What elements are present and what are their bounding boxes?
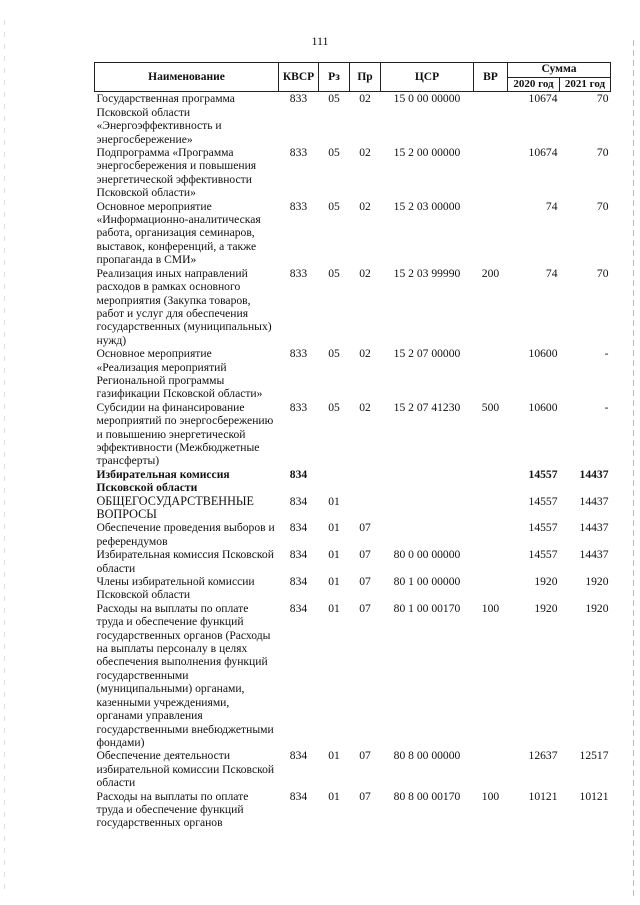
row-name: Избирательная комиссия Псковской области [96, 467, 230, 495]
row-rz: 01 [328, 789, 340, 803]
row-sum-2020: 10600 [528, 400, 558, 414]
row-rz: 05 [328, 347, 340, 361]
row-rz: 05 [328, 92, 340, 106]
row-pr: 02 [359, 92, 371, 106]
row-vr [474, 548, 508, 575]
row-sum-2020: 10121 [528, 789, 558, 803]
row-kvsr: 834 [289, 548, 308, 562]
row-sum-2021: 1920 [585, 601, 609, 615]
table-row [95, 200, 611, 267]
row-csr: 80 0 00 00000 [393, 548, 461, 562]
row-sum-2021: 14437 [579, 494, 609, 508]
row-sum-2020: 14557 [528, 494, 558, 508]
row-pr: 07 [359, 521, 371, 535]
row-kvsr: 833 [289, 266, 308, 280]
row-rz: 05 [328, 199, 340, 213]
row-kvsr: 833 [289, 400, 308, 414]
row-csr: 15 2 00 00000 [393, 146, 461, 160]
table-row [95, 468, 611, 495]
table-row [95, 92, 611, 146]
row-name: Субсидии на финансирование мероприятий по энергосбережению и повышению энергетической эффективности (Межбюджетные трансферты) [96, 400, 274, 468]
row-sum-2021: - [604, 400, 609, 414]
header-year-2020: 2020 год [508, 78, 560, 92]
row-name: Избирательная комиссия Псковской области [96, 548, 274, 575]
row-rz: 05 [328, 400, 340, 414]
row-name: Реализация иных направлений расходов в рамках основного мероприятия (Закупка товаров, работ и услуг для обеспечения государственных (муниципальных) нужд) [96, 266, 272, 347]
row-pr: 07 [359, 548, 371, 562]
row-rz: 01 [328, 601, 340, 615]
header-kvsr: КВСР [279, 63, 319, 92]
row-name: Члены избирательной комиссии Псковской области [96, 575, 255, 602]
table-row [95, 521, 611, 548]
row-sum-2021: 1920 [585, 575, 609, 589]
row-sum-2021: 70 [596, 266, 609, 280]
row-vr [474, 749, 508, 789]
header-name: Наименование [95, 63, 279, 92]
row-csr: 80 1 00 00000 [393, 575, 461, 589]
row-rz: 05 [328, 266, 340, 280]
row-name: Подпрограмма «Программа энергосбережения и повышения энергетической эффективности Псковской области» [96, 146, 257, 200]
row-csr: 80 8 00 00000 [393, 749, 461, 763]
row-sum-2021: - [604, 347, 609, 361]
row-sum-2020: 1920 [534, 575, 558, 589]
table-row [95, 267, 611, 347]
header-rz: Рз [319, 63, 350, 92]
row-name: ОБЩЕГОСУДАРСТВЕННЫЕ ВОПРОСЫ [96, 493, 254, 521]
row-sum-2020: 14557 [528, 548, 558, 562]
budget-table [94, 62, 611, 830]
row-rz: 05 [328, 146, 340, 160]
row-name: Государственная программа Псковской области «Энергоэффективность и энергосбережение» [96, 92, 235, 146]
row-name: Основное мероприятие «Информационно-аналитическая работа, организация семинаров, выставок, конференций, а также пропаганда в СМИ» [96, 199, 261, 267]
row-sum-2020: 10674 [528, 92, 558, 106]
table-row [95, 790, 611, 830]
header-vr: ВР [474, 63, 508, 92]
row-sum-2020: 74 [545, 266, 558, 280]
table-row [95, 749, 611, 789]
row-pr: 02 [359, 400, 371, 414]
table-row [95, 401, 611, 468]
header-pr: Пр [350, 63, 381, 92]
row-csr: 15 2 07 41230 [393, 400, 461, 414]
page-number: 111 [311, 34, 329, 48]
row-kvsr: 834 [289, 575, 308, 589]
row-sum-2021: 14437 [579, 521, 609, 535]
row-pr: 07 [359, 601, 371, 615]
row-pr: 07 [359, 789, 371, 803]
row-vr [474, 575, 508, 602]
table-row [95, 495, 611, 522]
row-pr: 02 [359, 347, 371, 361]
table-row [95, 146, 611, 200]
row-kvsr: 834 [289, 601, 308, 615]
row-csr: 15 2 03 99990 [393, 266, 461, 280]
header-year-2021: 2021 год [560, 78, 611, 92]
row-pr: 02 [359, 199, 371, 213]
row-vr: 100 [481, 789, 500, 803]
row-sum-2021: 14437 [579, 548, 609, 562]
row-rz: 01 [328, 521, 340, 535]
table-row [95, 548, 611, 575]
row-rz [319, 468, 350, 495]
row-kvsr: 834 [289, 494, 308, 508]
row-pr: 07 [359, 749, 371, 763]
row-kvsr: 833 [289, 146, 308, 160]
row-name: Обеспечение проведения выборов и референдумов [96, 521, 275, 548]
row-vr: 100 [481, 601, 500, 615]
row-name: Обеспечение деятельности избирательной комиссии Псковской области [96, 749, 275, 790]
row-pr: 02 [359, 266, 371, 280]
row-csr: 80 8 00 00170 [393, 789, 461, 803]
scan-left-edge [4, 20, 5, 890]
row-kvsr: 834 [289, 467, 308, 481]
row-vr [474, 92, 508, 146]
row-pr: 07 [359, 575, 371, 589]
row-name: Расходы на выплаты по оплате труда и обеспечение функций государственных органов [96, 789, 249, 830]
row-vr [474, 200, 508, 267]
row-rz: 01 [328, 575, 340, 589]
row-name: Расходы на выплаты по оплате труда и обеспечение функций государственных органов (Расходы на выплаты персоналу в целях обеспечения выполнения функций государственными (муниципальными) органами, казенными учреждениями, органами управления государственными внебюджетными фондами) [96, 601, 274, 749]
row-sum-2020: 10674 [528, 146, 558, 160]
row-csr: 15 2 07 00000 [393, 347, 461, 361]
header-csr: ЦСР [381, 63, 474, 92]
row-sum-2021: 14437 [579, 467, 609, 481]
table-body [95, 92, 611, 830]
row-sum-2020: 10600 [528, 347, 558, 361]
row-sum-2020: 14557 [528, 467, 558, 481]
row-vr [474, 495, 508, 522]
row-kvsr: 833 [289, 92, 308, 106]
row-sum-2021: 70 [596, 146, 609, 160]
row-kvsr: 833 [289, 347, 308, 361]
row-rz: 01 [328, 494, 340, 508]
row-vr [474, 468, 508, 495]
row-pr [350, 495, 381, 522]
row-rz: 01 [328, 749, 340, 763]
row-vr: 200 [481, 266, 500, 280]
row-name: Основное мероприятие «Реализация мероприятий Региональной программы газификации Псковской области» [96, 347, 263, 401]
row-vr: 500 [481, 400, 500, 414]
row-csr: 80 1 00 00170 [393, 601, 461, 615]
row-sum-2020: 74 [545, 199, 558, 213]
row-vr [474, 347, 508, 401]
table-row [95, 347, 611, 401]
row-csr [381, 495, 474, 522]
row-csr: 15 0 00 00000 [393, 92, 461, 106]
scan-right-edge [633, 40, 634, 900]
row-sum-2020: 14557 [528, 521, 558, 535]
row-sum-2020: 12637 [528, 749, 558, 763]
row-csr: 15 2 03 00000 [393, 199, 461, 213]
row-csr [381, 521, 474, 548]
table-row [95, 575, 611, 602]
row-sum-2020: 1920 [534, 601, 558, 615]
row-kvsr: 834 [289, 789, 308, 803]
row-pr: 02 [359, 146, 371, 160]
row-pr [350, 468, 381, 495]
row-vr [474, 521, 508, 548]
row-sum-2021: 10121 [579, 789, 609, 803]
row-kvsr: 834 [289, 521, 308, 535]
header-sum: Сумма [508, 63, 611, 78]
row-rz: 01 [328, 548, 340, 562]
row-sum-2021: 70 [596, 92, 609, 106]
row-sum-2021: 12517 [579, 749, 609, 763]
table-row [95, 602, 611, 749]
row-sum-2021: 70 [596, 199, 609, 213]
row-kvsr: 834 [289, 749, 308, 763]
row-vr [474, 146, 508, 200]
row-kvsr: 833 [289, 199, 308, 213]
row-csr [381, 468, 474, 495]
